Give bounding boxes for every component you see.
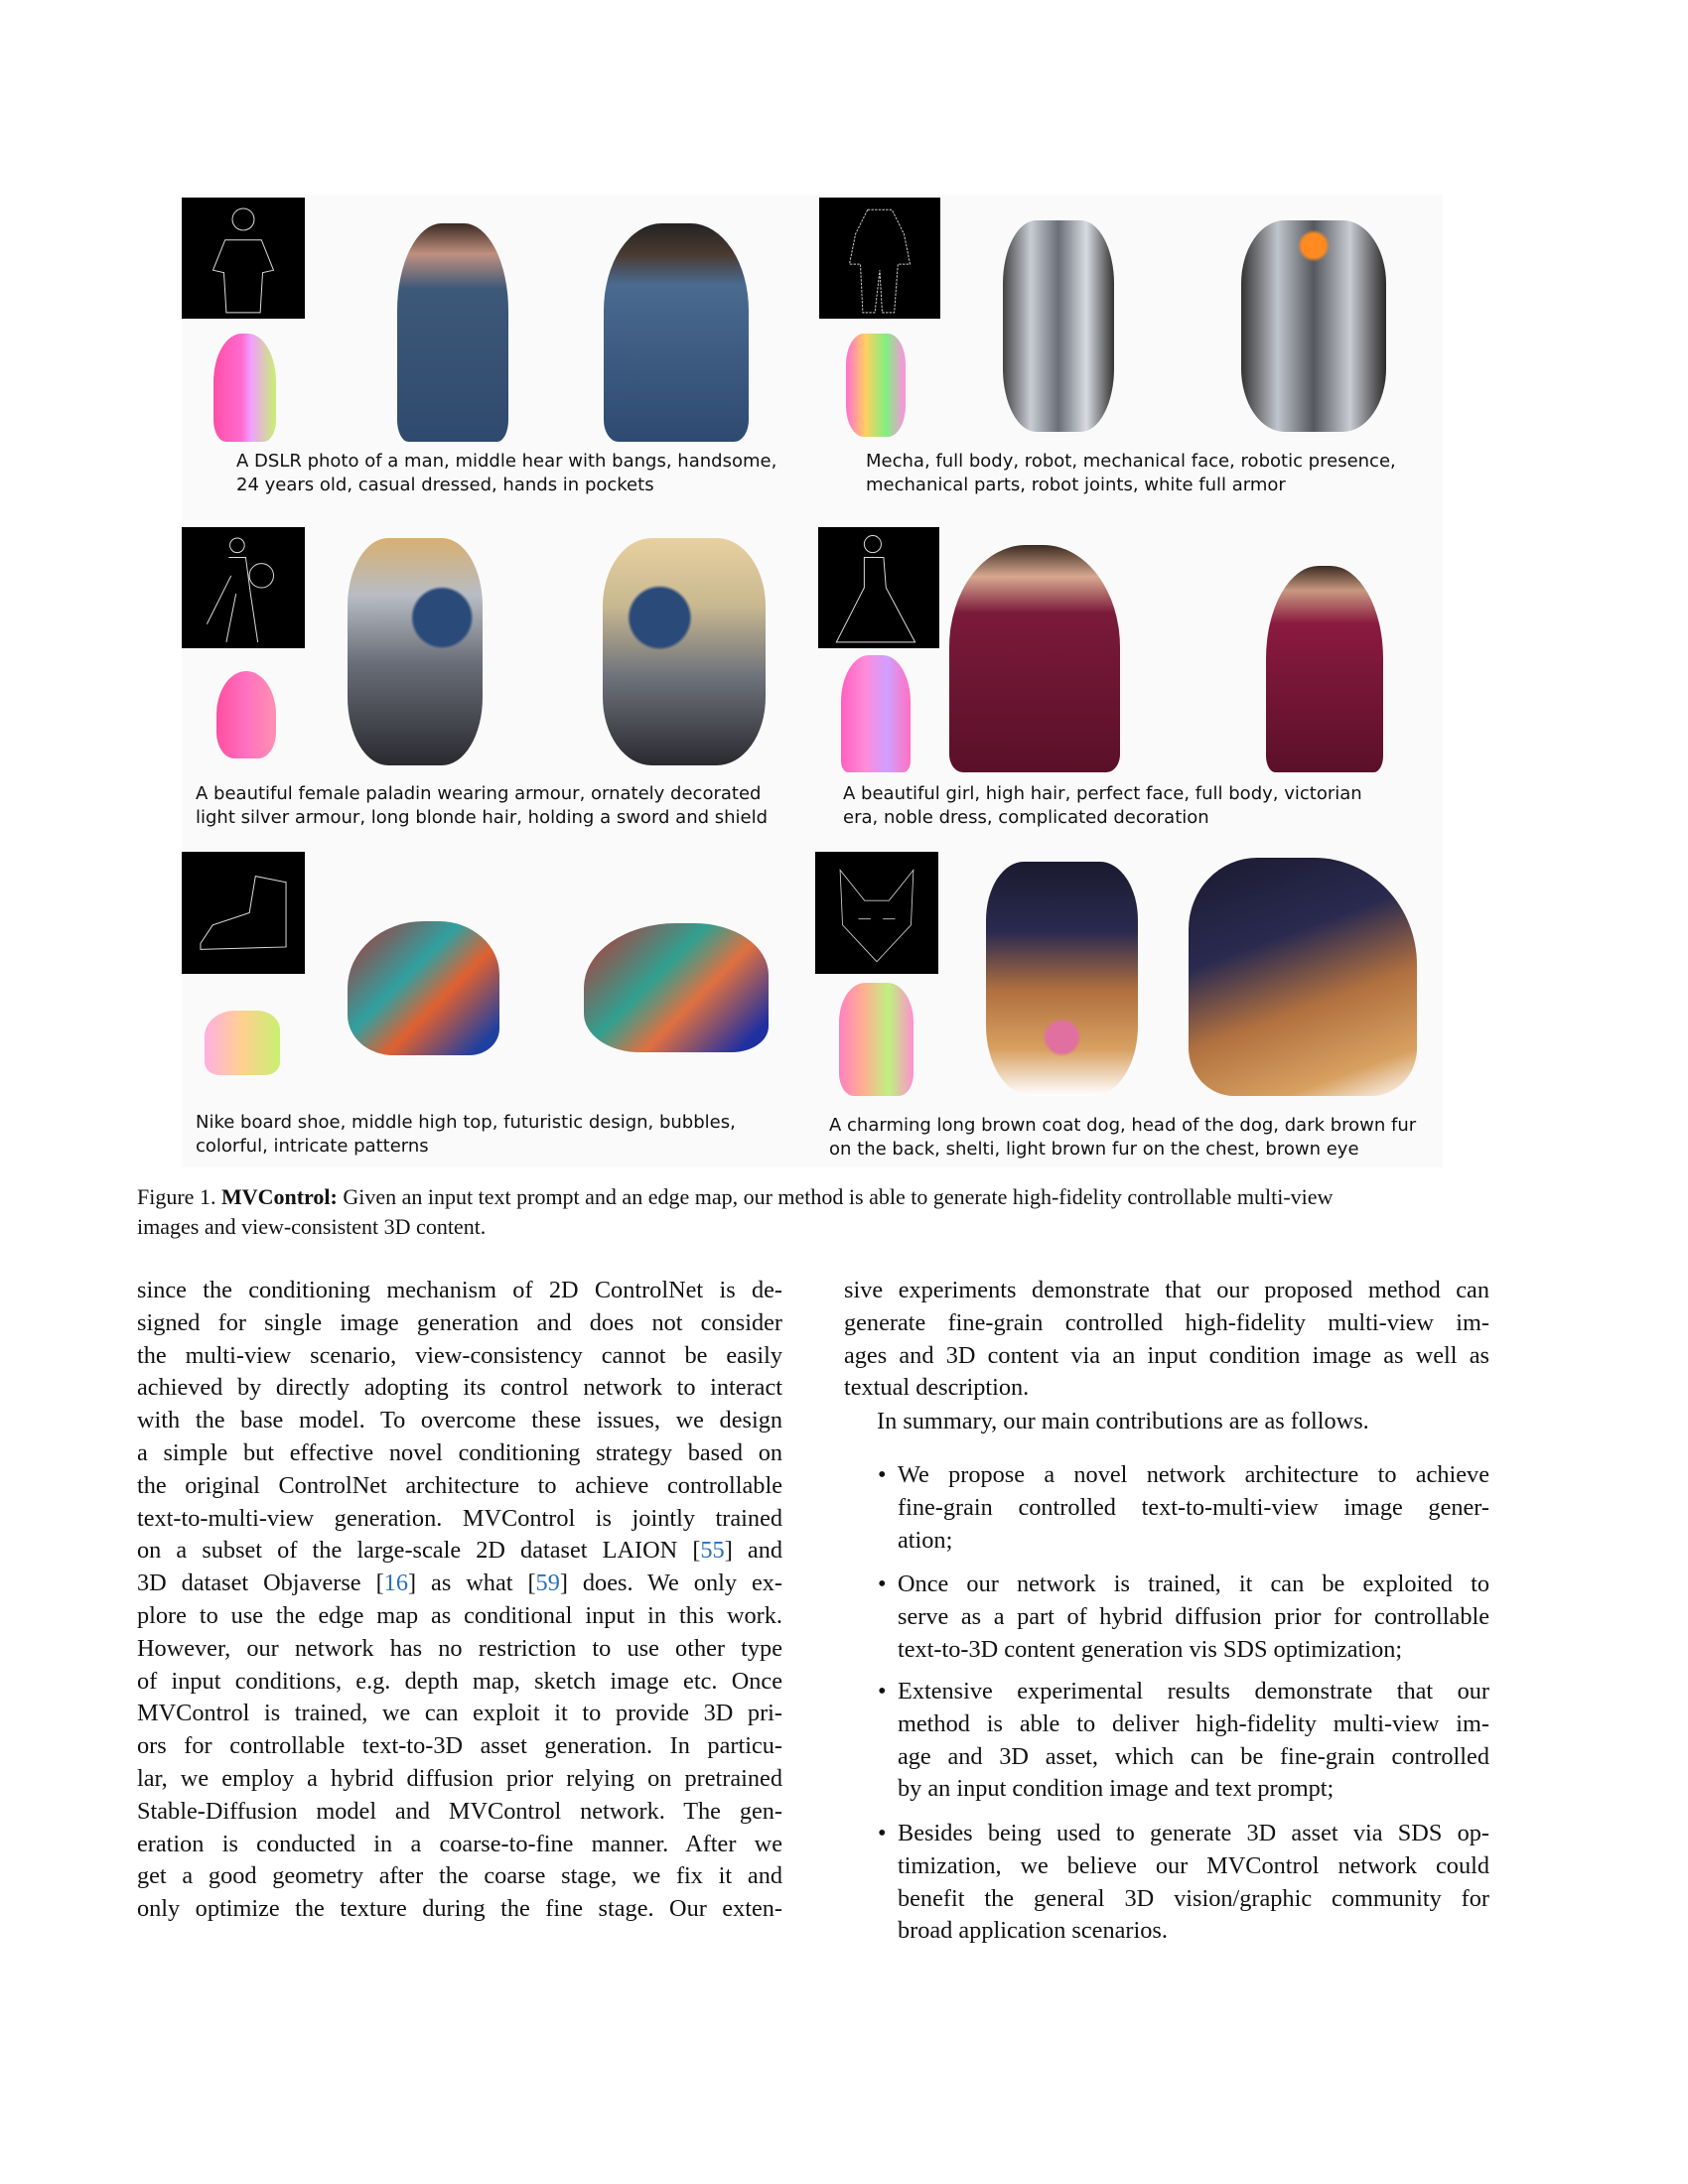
caption-text: images and view-consistent 3D content. <box>137 1214 487 1239</box>
generated-view-back <box>604 223 749 442</box>
caption-line: Mecha, full body, robot, mechanical face, robotic presence, <box>866 451 1396 472</box>
text-line: get a good geometry after the coarse stage, we fix it and <box>137 1862 782 1890</box>
text-line: achieved by directly adopting its control network to interact <box>137 1374 782 1402</box>
caption-line: A charming long brown coat dog, head of the dog, dark brown fur <box>829 1115 1417 1136</box>
caption-line: era, noble dress, complicated decoration <box>843 807 1209 828</box>
generated-view-front <box>986 862 1138 1096</box>
caption-text: Given an input text prompt and an edge map, our method is able to generate high-fidelity controllable multi-view <box>343 1184 1334 1209</box>
normal-map-render <box>213 334 276 442</box>
text-line: age and 3D asset, which can be fine-grain controlled <box>898 1742 1489 1770</box>
normal-map-render <box>216 671 276 758</box>
text-line: benefit the general 3D vision/graphic community for <box>898 1884 1489 1912</box>
text-line: a simple but effective novel conditioning strategy based on <box>137 1438 782 1466</box>
caption-line: A beautiful girl, high hair, perfect face, full body, victorian <box>843 783 1362 804</box>
text-line: fine-grain controlled text-to-multi-view image gener- <box>898 1493 1489 1521</box>
bullet-icon: • <box>878 1820 887 1846</box>
text-line: sive experiments demonstrate that our proposed method can <box>844 1277 1489 1303</box>
text-line: ages and 3D content via an input condition image as well as <box>844 1341 1489 1369</box>
caption-line: Nike board shoe, middle high top, futuristic design, bubbles, <box>196 1112 736 1133</box>
bullet-text <box>898 1818 1489 1948</box>
panel-caption <box>196 782 768 830</box>
bullet-text <box>898 1459 1489 1557</box>
normal-map-render <box>205 1011 280 1075</box>
edge-map-image <box>182 527 305 648</box>
text-line: broad application scenarios. <box>898 1917 1168 1945</box>
text-line: Extensive experimental results demonstrate that our <box>898 1678 1489 1705</box>
text-line: method is able to deliver high-fidelity multi-view im- <box>898 1709 1489 1737</box>
text-segment: ] and <box>724 1537 782 1565</box>
text-line: ors for controllable text-to-3D asset generation. In particu- <box>137 1732 782 1760</box>
text-line: Once our network is trained, it can be exploited to <box>898 1570 1489 1597</box>
normal-map-render <box>839 983 914 1096</box>
bullet-icon: • <box>878 1570 887 1597</box>
figure-title: MVControl: <box>220 1184 338 1209</box>
citation-link[interactable]: 16 <box>383 1570 408 1597</box>
text-line: However, our network has no restriction to use other type <box>137 1634 782 1662</box>
generated-view-back <box>603 538 766 765</box>
panel-caption <box>236 450 776 497</box>
generated-view-back <box>1189 858 1417 1096</box>
text-line: of input conditions, e.g. depth map, sketch image etc. Once <box>137 1667 782 1695</box>
caption-line: mechanical parts, robot joints, white full armor <box>866 475 1286 495</box>
panel-caption <box>829 1114 1416 1161</box>
edge-map-image <box>815 852 938 974</box>
text-line: We propose a novel network architecture to achieve <box>898 1461 1489 1488</box>
citation-link[interactable]: 55 <box>700 1537 725 1565</box>
left-column-paragraph <box>137 1275 782 1926</box>
citation-link[interactable]: 59 <box>535 1570 560 1597</box>
text-line: with the base model. To overcome these issues, we design <box>137 1407 782 1434</box>
generated-view-front <box>1003 220 1114 432</box>
text-line: plore to use the edge map as conditional input in this work. <box>137 1601 782 1629</box>
bullet-icon: • <box>878 1461 887 1488</box>
figure-label: Figure 1. <box>137 1184 216 1209</box>
panel-caption <box>196 1111 736 1159</box>
summary-sentence: In summary, our main contributions are as follows. <box>877 1408 1369 1434</box>
bullet-text <box>898 1676 1489 1806</box>
right-column-paragraph <box>844 1275 1489 1405</box>
caption-line: A DSLR photo of a man, middle hear with bangs, handsome, <box>236 451 777 472</box>
text-line: since the conditioning mechanism of 2D ControlNet is de- <box>137 1277 782 1303</box>
bullet-text <box>898 1569 1489 1666</box>
text-line <box>137 1535 782 1568</box>
text-line: text-to-multi-view generation. MVControl is jointly trained <box>137 1504 782 1532</box>
edge-map-image <box>819 198 940 319</box>
caption-line: A beautiful female paladin wearing armour, ornately decorated <box>196 783 762 804</box>
caption-line: light silver armour, long blonde hair, holding a sword and shield <box>196 807 769 828</box>
generated-view-front <box>348 921 499 1055</box>
text-line: Stable-Diffusion model and MVControl network. The gen- <box>137 1797 782 1825</box>
generated-view-back <box>584 923 769 1052</box>
panel-caption <box>843 782 1362 830</box>
edge-map-image <box>182 198 305 319</box>
generated-view-back <box>1266 566 1383 772</box>
text-line: the multi-view scenario, view-consistency cannot be easily <box>137 1341 782 1369</box>
panel-caption <box>866 450 1396 497</box>
text-line: signed for single image generation and does not consider <box>137 1308 782 1336</box>
text-line: Besides being used to generate 3D asset via SDS op- <box>898 1820 1489 1846</box>
text-line: by an input condition image and text prompt; <box>898 1775 1335 1803</box>
generated-view-back <box>1241 220 1386 432</box>
text-line: lar, we employ a hybrid diffusion prior relying on pretrained <box>137 1764 782 1792</box>
text-line: timization, we believe our MVControl network could <box>898 1851 1489 1879</box>
edge-map-image <box>818 527 939 648</box>
text-segment: ] does. We only ex- <box>559 1570 782 1597</box>
text-line: the original ControlNet architecture to achieve controllable <box>137 1471 782 1499</box>
caption-line: colorful, intricate patterns <box>196 1136 429 1157</box>
text-line: textual description. <box>844 1374 1030 1402</box>
generated-view-front <box>949 545 1120 772</box>
normal-map-render <box>846 334 906 437</box>
bullet-icon: • <box>878 1678 887 1705</box>
text-line: eration is conducted in a coarse-to-fine manner. After we <box>137 1830 782 1857</box>
text-line: ation; <box>898 1526 953 1554</box>
text-segment: on a subset of the large-scale 2D dataset LAION [ <box>137 1537 701 1565</box>
generated-view-front <box>397 223 508 442</box>
caption-line: on the back, shelti, light brown fur on the chest, brown eye <box>829 1139 1359 1160</box>
text-line: MVControl is trained, we can exploit it to provide 3D pri- <box>137 1700 782 1727</box>
edge-map-image <box>182 852 305 974</box>
figure-caption <box>137 1182 1489 1242</box>
normal-map-render <box>841 655 911 772</box>
text-line: serve as a part of hybrid diffusion prior for controllable <box>898 1602 1489 1630</box>
text-line: generate fine-grain controlled high-fidelity multi-view im- <box>844 1308 1489 1336</box>
text-line: only optimize the texture during the fine stage. Our exten- <box>137 1895 782 1923</box>
caption-line: 24 years old, casual dressed, hands in pockets <box>236 475 654 495</box>
text-line: text-to-3D content generation vis SDS optimization; <box>898 1635 1403 1663</box>
text-segment: ] as what [ <box>407 1570 536 1597</box>
text-segment: 3D dataset Objaverse [ <box>137 1570 384 1597</box>
text-line <box>137 1568 782 1600</box>
generated-view-front <box>348 538 483 765</box>
